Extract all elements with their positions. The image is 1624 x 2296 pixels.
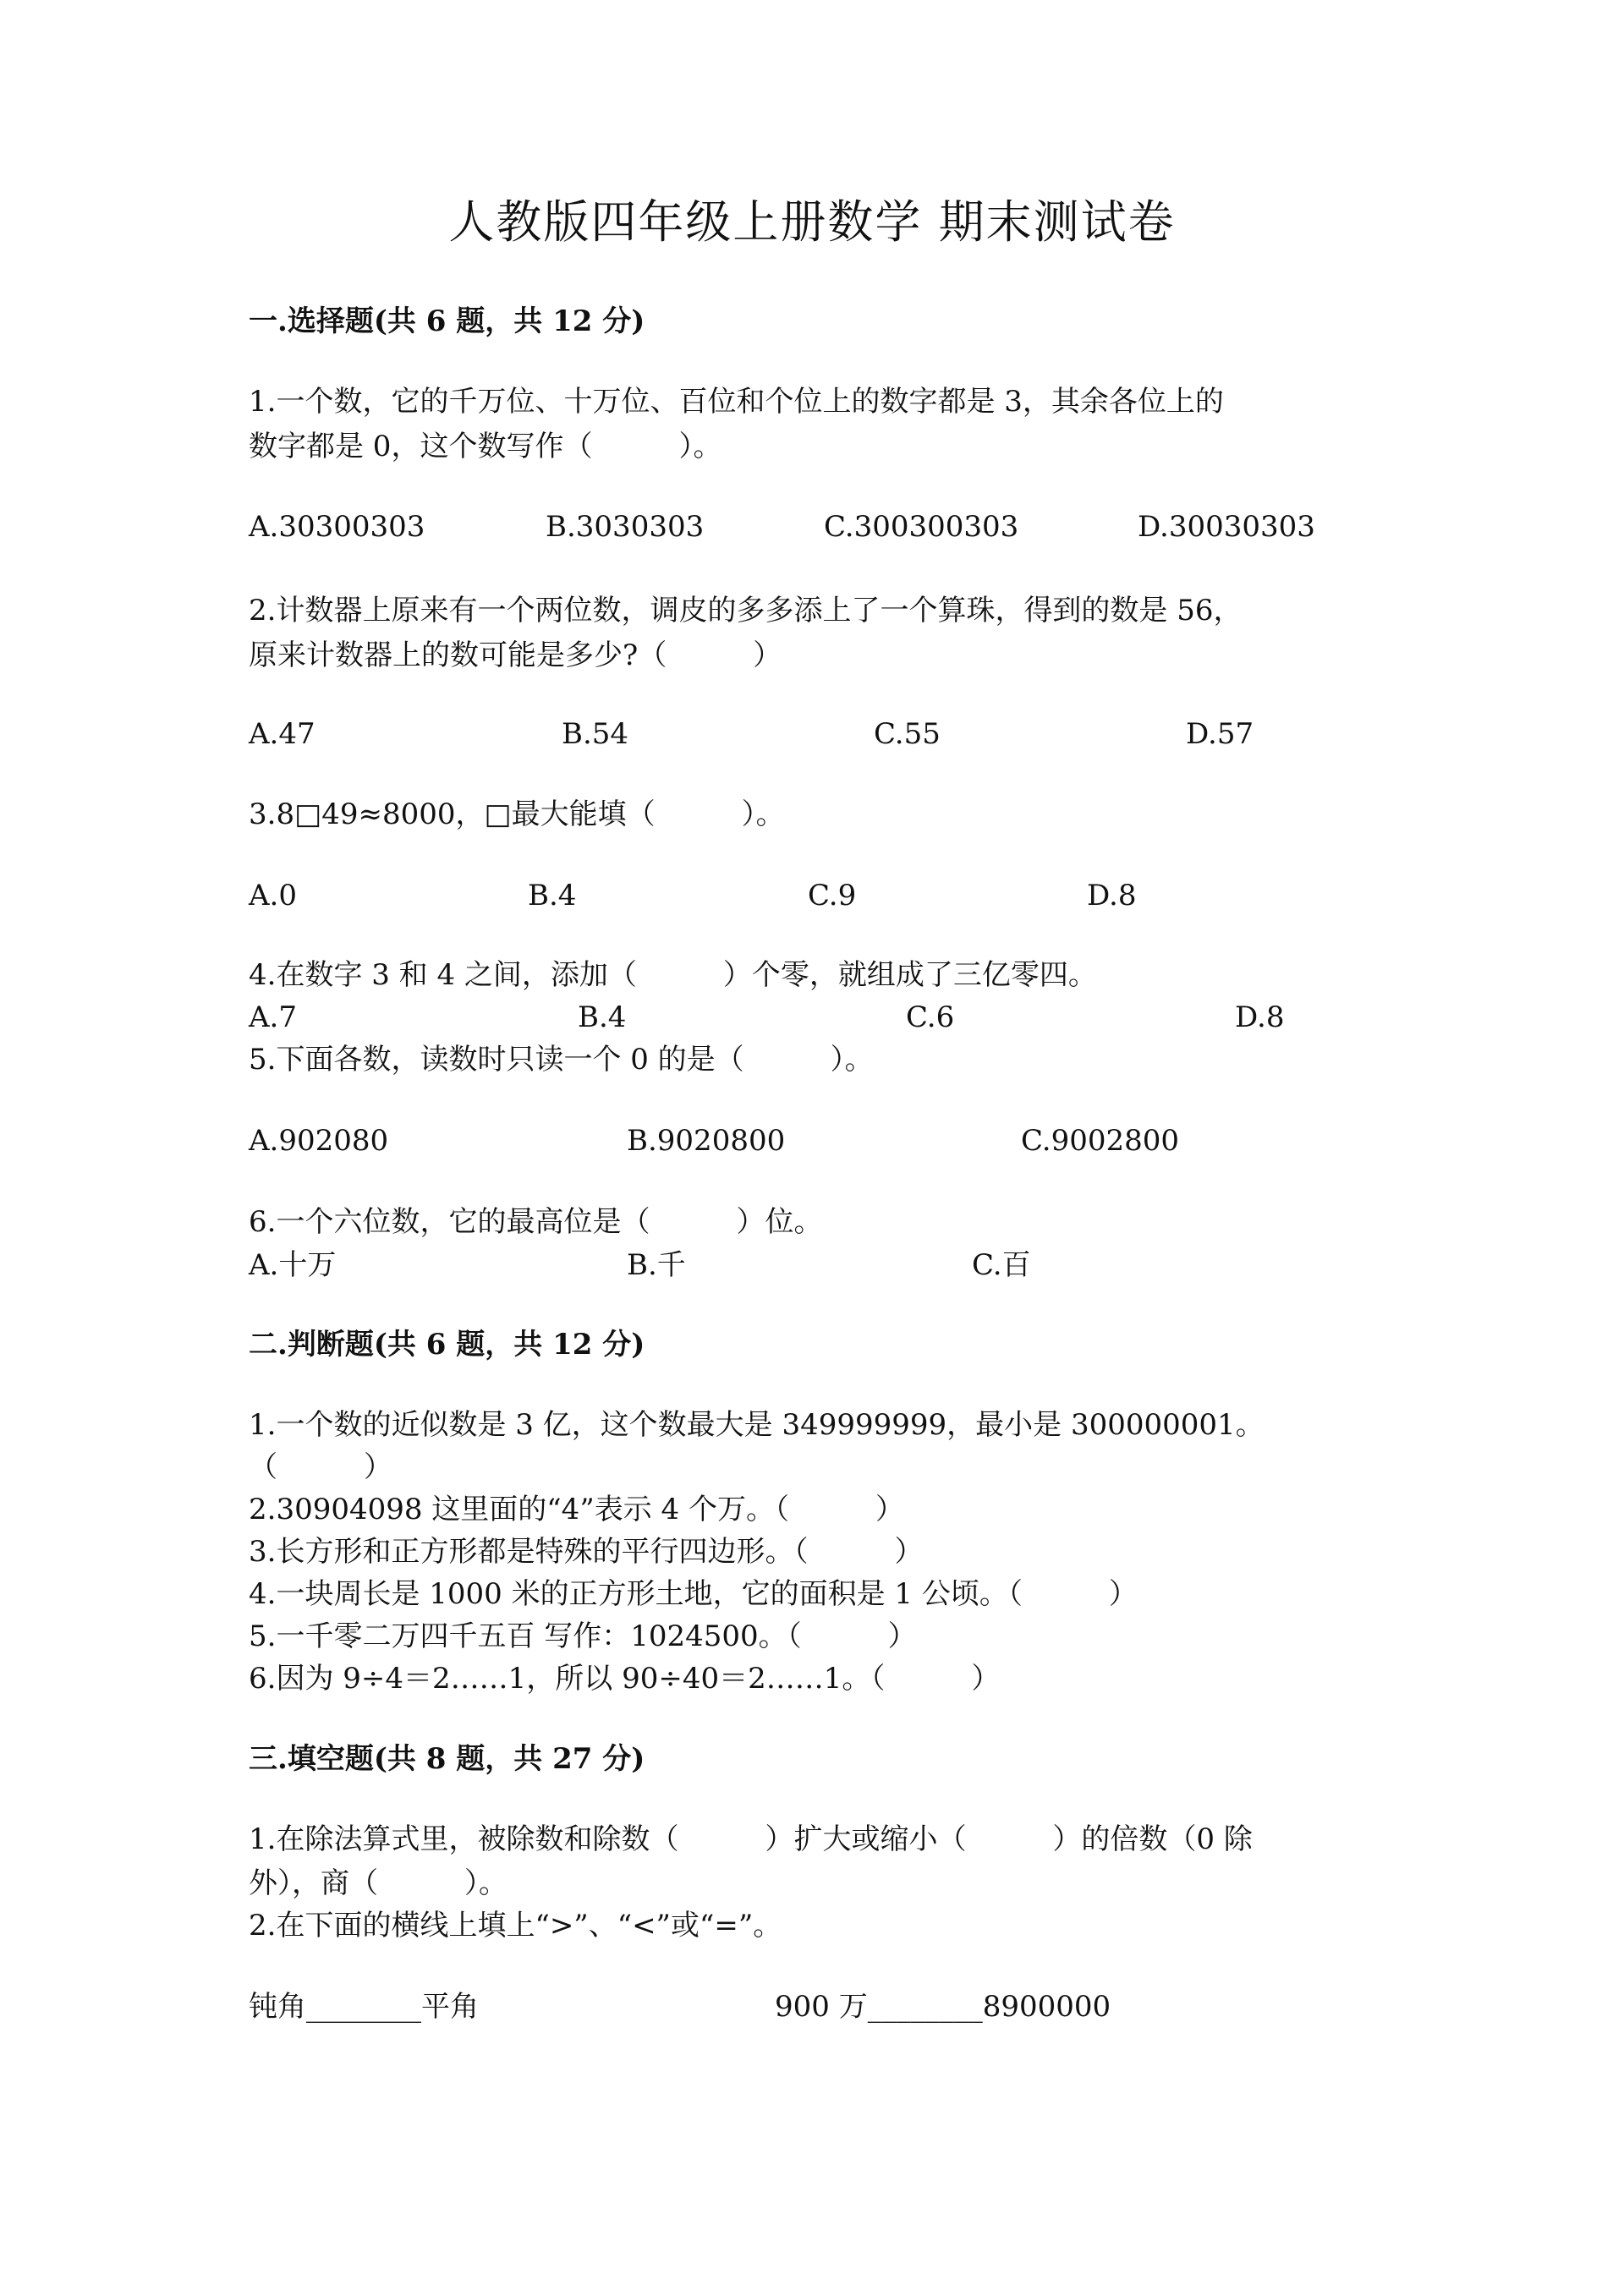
question-text: 3.长方形和正方形都是特殊的平行四边形。（ ）: [249, 1535, 924, 1569]
compare-item: 900 万________8900000: [775, 1990, 1111, 2024]
question-text: 4.一块周长是 1000 米的正方形土地，它的面积是 1 公顷。（ ）: [249, 1577, 1138, 1611]
option-c: C.百: [972, 1248, 1031, 1282]
option-a: A.30300303: [249, 510, 425, 544]
compare-item: 钝角________平角: [249, 1990, 479, 2024]
option-d: D.30030303: [1138, 510, 1315, 544]
option-c: C.300300303: [824, 510, 1019, 544]
question-text: 原来计数器上的数可能是多少?（ ）: [249, 638, 782, 672]
option-a: A.47: [249, 717, 315, 751]
option-a: A.十万: [249, 1248, 337, 1282]
option-a: A.0: [249, 879, 297, 912]
question-text: 1.一个数的近似数是 3 亿，这个数最大是 349999999，最小是 300000001。: [249, 1408, 1265, 1442]
option-d: D.8: [1087, 879, 1137, 912]
question-text: 5.一千零二万四千五百 写作：1024500。（ ）: [249, 1619, 917, 1653]
page-title: 人教版四年级上册数学 期末测试卷: [448, 195, 1176, 249]
answer-bracket: （ ）: [249, 1450, 392, 1484]
option-b: B.4: [528, 879, 577, 912]
question-text: 2.计数器上原来有一个两位数，调皮的多多添上了一个算珠，得到的数是 56，: [249, 594, 1243, 627]
question-text: 1.一个数，它的千万位、十万位、百位和个位上的数字都是 3，其余各位上的: [249, 385, 1224, 419]
question-text: 6.因为 9÷4＝2……1，所以 90÷40＝2……1。（ ）: [249, 1662, 1001, 1696]
option-d: D.57: [1186, 717, 1254, 751]
question-text: 4.在数字 3 和 4 之间，添加（ ）个零，就组成了三亿零四。: [249, 958, 1097, 992]
option-b: B.千: [627, 1248, 686, 1282]
option-b: B.4: [578, 1000, 627, 1034]
section-heading-fill-blank: 三.填空题(共 8 题，共 27 分): [249, 1742, 645, 1776]
option-c: C.9002800: [1021, 1124, 1180, 1158]
option-c: C.6: [906, 1000, 955, 1034]
option-b: B.3030303: [546, 510, 705, 544]
option-c: C.55: [874, 717, 941, 751]
option-b: B.9020800: [627, 1124, 786, 1158]
option-d: D.8: [1235, 1000, 1285, 1034]
option-a: A.7: [249, 1000, 297, 1034]
question-text: 2.30904098 这里面的“4”表示 4 个万。（ ）: [249, 1493, 904, 1526]
question-text: 1.在除法算式里，被除数和除数（ ）扩大或缩小（ ）的倍数（0 除: [249, 1822, 1253, 1856]
option-b: B.54: [562, 717, 629, 751]
question-text: 3.8□49≈8000，□最大能填（ ）。: [249, 797, 785, 831]
option-a: A.902080: [249, 1124, 389, 1158]
section-heading-judgement: 二.判断题(共 6 题，共 12 分): [249, 1328, 645, 1362]
question-text: 数字都是 0，这个数写作（ ）。: [249, 430, 722, 463]
question-text: 外），商（ ）。: [249, 1866, 508, 1900]
question-text: 2.在下面的横线上填上“>”、“<”或“=”。: [249, 1909, 782, 1943]
question-text: 5.下面各数，读数时只读一个 0 的是（ ）。: [249, 1043, 874, 1077]
option-c: C.9: [808, 879, 857, 912]
section-heading-choice: 一.选择题(共 6 题，共 12 分): [249, 304, 645, 338]
question-text: 6.一个六位数，它的最高位是（ ）位。: [249, 1205, 823, 1239]
